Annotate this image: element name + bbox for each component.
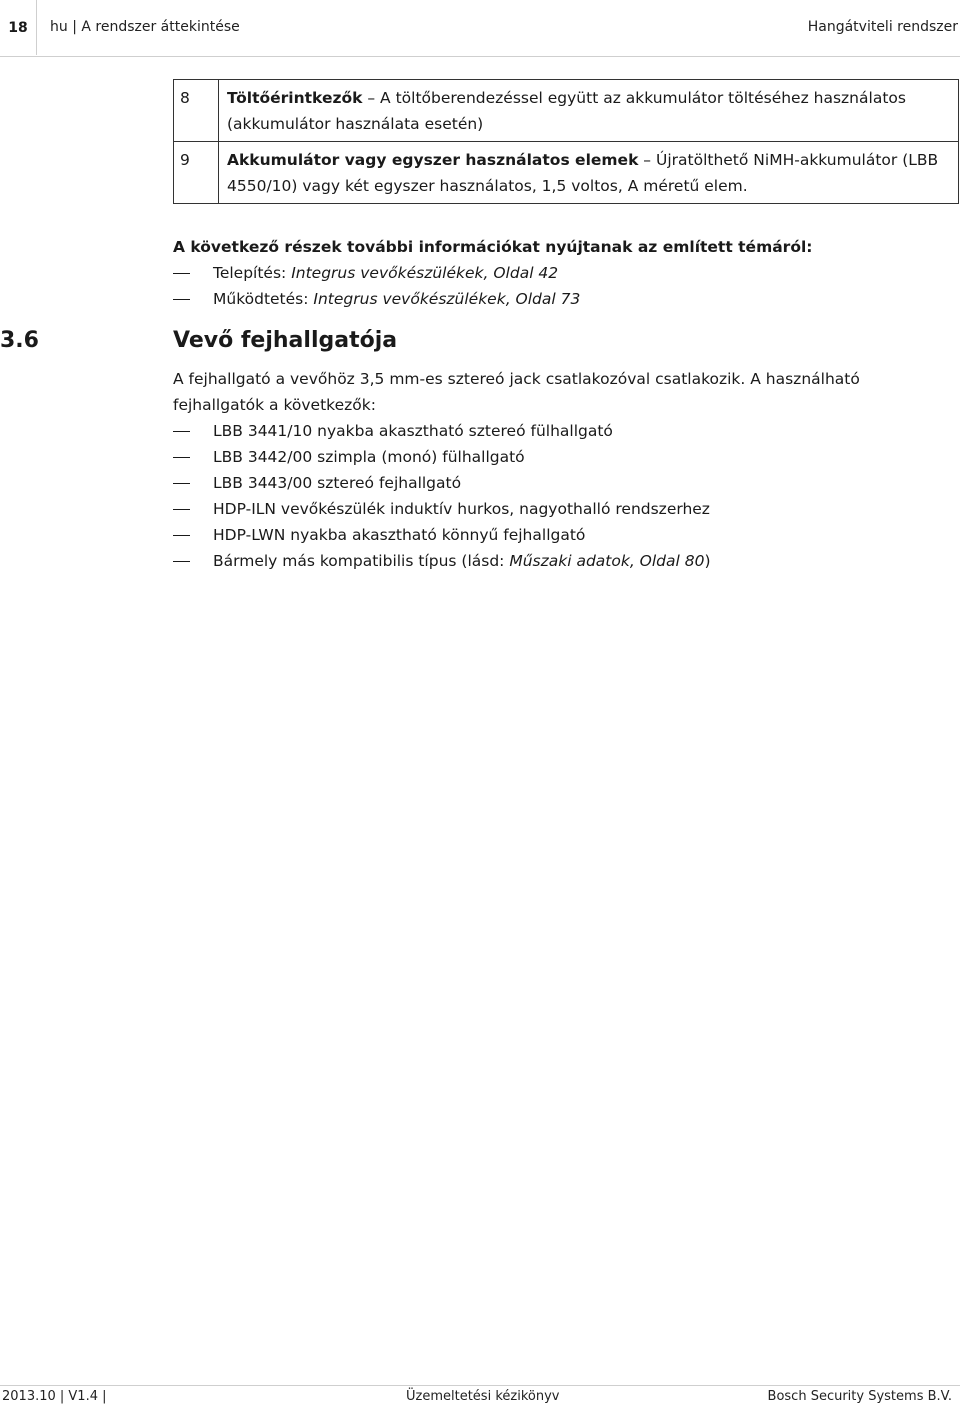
more-info-heading: A következő részek további információkat nyújtanak az említett témáról: <box>173 238 813 256</box>
cross-reference-link[interactable]: Integrus vevőkészülékek, Oldal 42 <box>291 264 559 282</box>
headphone-list <box>173 418 943 574</box>
row-separator: – <box>638 151 656 169</box>
page-number: 18 <box>0 0 37 55</box>
row-separator: – <box>362 89 381 107</box>
row-description <box>219 80 959 142</box>
dash-icon <box>173 535 190 536</box>
dash-icon <box>173 509 190 510</box>
page-header <box>0 0 960 57</box>
section-intro: A fejhallgató a vevőhöz 3,5 mm-es sztereó jack csatlakozóval csatlakozik. A használható fejhallgatók a következők: <box>173 370 860 414</box>
list-item <box>173 260 953 286</box>
list-item <box>173 470 943 496</box>
list-item <box>173 444 943 470</box>
dash-icon <box>173 299 190 300</box>
list-item <box>173 286 953 312</box>
footer-version: 2013.10 | V1.4 | <box>2 1389 107 1404</box>
more-info-block <box>173 234 953 312</box>
legend-table <box>173 79 959 204</box>
dash-icon <box>173 483 190 484</box>
item-text: LBB 3443/00 sztereó fejhallgató <box>213 474 462 492</box>
section-number: 3.6 <box>0 328 39 353</box>
item-suffix: ) <box>704 552 711 570</box>
section-title: Vevő fejhallgatója <box>173 328 398 353</box>
more-info-list <box>173 260 953 312</box>
dash-icon <box>173 431 190 432</box>
row-description <box>219 142 959 204</box>
item-text: LBB 3442/00 szimpla (monó) fülhallgató <box>213 448 525 466</box>
list-item <box>173 496 943 522</box>
dash-icon <box>173 457 190 458</box>
row-term: Töltőérintkezők <box>227 89 363 107</box>
document-title: Hangátviteli rendszer <box>807 19 958 35</box>
list-item <box>173 548 943 574</box>
table-row <box>174 142 959 204</box>
page-footer <box>0 1385 960 1406</box>
item-text: Bármely más kompatibilis típus (lásd: <box>213 552 510 570</box>
footer-company: Bosch Security Systems B.V. <box>767 1389 952 1404</box>
item-text: LBB 3441/10 nyakba akasztható sztereó fülhallgató <box>213 422 613 440</box>
section-body <box>173 366 943 574</box>
row-text: A töltőberendezéssel együtt az akkumulátor töltéséhez használatos (akkumulátor használata esetén) <box>227 89 906 133</box>
item-label: Működtetés: <box>213 290 314 308</box>
item-text: HDP-LWN nyakba akasztható könnyű fejhallgató <box>213 526 586 544</box>
cross-reference-link[interactable]: Integrus vevőkészülékek, Oldal 73 <box>313 290 581 308</box>
breadcrumb: hu | A rendszer áttekintése <box>50 19 240 35</box>
cross-reference-link[interactable]: Műszaki adatok, Oldal 80 <box>509 552 705 570</box>
row-number: 9 <box>174 142 219 204</box>
footer-manual-title: Üzemeltetési kézikönyv <box>406 1389 560 1404</box>
row-number: 8 <box>174 80 219 142</box>
row-term: Akkumulátor vagy egyszer használatos elemek <box>227 151 639 169</box>
row-text: Újratölthető NiMH-akkumulátor (LBB 4550/10) vagy két egyszer használatos, 1,5 voltos, A méretű elem. <box>227 151 939 195</box>
list-item <box>173 418 943 444</box>
item-label: Telepítés: <box>213 264 292 282</box>
dash-icon <box>173 561 190 562</box>
dash-icon <box>173 273 190 274</box>
table-row <box>174 80 959 142</box>
item-text: HDP-ILN vevőkészülék induktív hurkos, nagyothalló rendszerhez <box>213 500 710 518</box>
list-item <box>173 522 943 548</box>
